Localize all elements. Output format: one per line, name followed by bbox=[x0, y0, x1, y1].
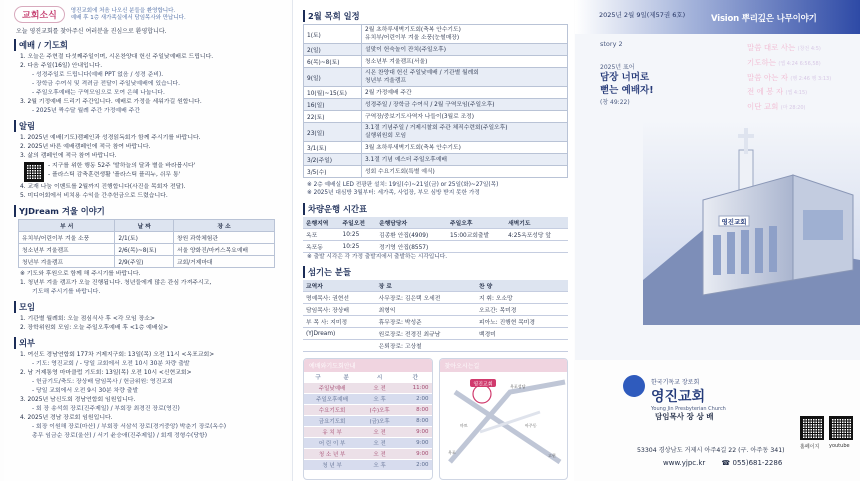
story-label: story 2 bbox=[600, 40, 623, 48]
schedule-event: 3.1절 기념주일 / 거제시찰회 주관 체직수련회(주일오후) 실행위원회 모임 bbox=[362, 123, 568, 142]
table-cell: 담임목사: 장상배 bbox=[303, 304, 376, 316]
schedule-event: 2월 가정예배 주간 bbox=[362, 87, 568, 99]
issue-date: 2025년 2월 9일(제57권 6호) bbox=[599, 11, 686, 19]
verse-ref: (창전 4:5) bbox=[797, 46, 821, 52]
list-item: 2. 2025년 바른 예배캠페인에 적극 참여 바랍니다. bbox=[20, 144, 151, 150]
table-header: 장 소 bbox=[173, 220, 274, 232]
schedule-event: 설맞이 헌숙놀이 잔치(주일오후) bbox=[362, 44, 568, 56]
list-item: - 플라스틱 감축훈련생활 '플라스틱 플리누, 쉬무 통' bbox=[48, 172, 181, 178]
table-cell: 피아노: 진행현 목미경 bbox=[476, 316, 568, 328]
table-cell: 어 린 이 부 bbox=[304, 438, 360, 449]
table-cell: 15:00교회출발 bbox=[447, 229, 505, 241]
verse-ref: (마 28:20) bbox=[780, 105, 806, 111]
table-header: 분 bbox=[332, 372, 360, 383]
table-cell: 오 전 bbox=[360, 383, 399, 394]
table-header: 주일오후 bbox=[447, 217, 505, 229]
list-item: 1. 기관별 월례회: 오늘 점심식사 후 <각 모임 장소> bbox=[20, 316, 155, 322]
schedule-event: 청소년부 겨울캠프(서울) bbox=[362, 56, 568, 68]
logo-english: Young Jin Presbyterian Church bbox=[651, 406, 726, 412]
table-cell: 금요기도회 bbox=[304, 416, 360, 427]
table-cell: 10:25 bbox=[340, 229, 377, 241]
list-item: 4. 교재 나눔 이벤트를 2월까지 진행합니다(사진을 목회자 전달). bbox=[20, 184, 186, 190]
table-cell: 오 전 bbox=[360, 449, 399, 460]
table-header: 부 서 bbox=[19, 220, 115, 232]
map-label: 옥포 bbox=[447, 450, 456, 455]
yjdream-note: 1. 청년부 겨울 캠프가 오늘 진행됩니다. 청년들에게 많은 관심 가져주시고, bbox=[20, 280, 212, 286]
schedule-date: 3/5(수) bbox=[304, 166, 362, 178]
news-badge: 교회소식 bbox=[14, 6, 65, 23]
table-cell: 은퇴장로: 고상철 bbox=[376, 340, 476, 352]
table-cell: 9:00 bbox=[399, 449, 431, 460]
servers-table bbox=[303, 280, 568, 352]
table-row bbox=[304, 438, 432, 449]
table-header: 새벽기도 bbox=[505, 217, 568, 229]
list-item: - 2025년 짝수달 월례 주간 가정예배 주간 bbox=[32, 108, 141, 114]
worship-list bbox=[14, 53, 282, 116]
schedule-note: ※ 2025년 대심방 3월부터: 세가족, 사업장, 부모 심방 받지 못한 가정 bbox=[307, 190, 480, 196]
table-row bbox=[303, 304, 568, 316]
schedule-note: ※ 2층 예배실 LED 전광판 설치: 19일(수)~21일(금) or 25일(화)~27일(목) bbox=[307, 182, 499, 188]
table-row bbox=[303, 241, 568, 253]
verse-ref: (행 2:46 행 3:13) bbox=[790, 76, 832, 82]
cover-column bbox=[575, 0, 860, 481]
table-cell: 10:25 bbox=[340, 241, 377, 253]
table-cell: 유치부/어린이부 겨울 소풍 bbox=[19, 232, 115, 244]
table-header: 날 짜 bbox=[115, 220, 174, 232]
verse-text: 전 에 봉 자 bbox=[747, 87, 784, 96]
schedule-date: 9(일) bbox=[304, 68, 362, 87]
table-row bbox=[304, 449, 432, 460]
map-label: 고현 bbox=[547, 453, 556, 458]
schedule-event: 3.1절 기념 예스더 주일오후예배 bbox=[362, 154, 568, 166]
homepage-qr-icon[interactable] bbox=[800, 416, 824, 440]
schedule-event: 2월 초하루새벽기도회(축복 안수기도) 유치부/어린이부 겨울 소풍(눈썰매장) bbox=[362, 25, 568, 44]
section-notice: 알림 bbox=[14, 120, 282, 132]
table-row bbox=[304, 44, 568, 56]
table-cell: 4:25옥포성당 앞 bbox=[505, 229, 568, 241]
table-row bbox=[303, 229, 568, 241]
table-cell: (금)오후 bbox=[360, 416, 399, 427]
welcome-line2: 예배 후 1층 새가족실에서 담임목사와 만납니다. bbox=[70, 14, 186, 21]
motto-year: 2025년 표어 bbox=[600, 64, 635, 71]
table-cell: (YJDream) bbox=[303, 328, 376, 340]
list-item: 3. 2월 기정예배 드리기 주간입니다. 예배로 가정을 세워가길 원합니다. bbox=[20, 99, 202, 105]
section-vehicle: 차량운행 시간표 bbox=[303, 203, 568, 215]
vision-title: Vision 뿌리깊은 나무이야기 bbox=[711, 14, 817, 24]
table-header: 간 bbox=[399, 372, 431, 383]
section-meetings: 모임 bbox=[14, 301, 282, 313]
welcome-line1: 영진교회에 처음 나오신 분들을 환영합니다. bbox=[70, 7, 176, 14]
pastor-name: 담임목사 장 상 배 bbox=[655, 412, 714, 421]
table-cell: 11:00 bbox=[399, 383, 431, 394]
schedule-event: 시온 찬양대 헌신 주일낮예배 / 기관별 월례회 청년부 겨울캠프 bbox=[362, 68, 568, 87]
schedule-event: 구역장/중보기도사역자 나들이(3월로 조정) bbox=[362, 111, 568, 123]
table-cell: 9:00 bbox=[399, 427, 431, 438]
list-item: 3. 삶의 캠페인에 적극 참여 바랍니다. bbox=[20, 153, 117, 159]
table-cell: 오 전 bbox=[360, 427, 399, 438]
table-cell: 청 소 년 부 bbox=[304, 449, 360, 460]
section-schedule: 2월 목회 일정 bbox=[303, 10, 568, 22]
website-link[interactable]: www.yjpc.kr bbox=[663, 459, 706, 467]
schedule-date: 3/1(토) bbox=[304, 142, 362, 154]
table-header: 찬 양 bbox=[476, 280, 568, 292]
homepage-qr-label: 홈페이지 bbox=[800, 444, 820, 450]
table-cell: 부 목 사: 지미정 bbox=[303, 316, 376, 328]
table-cell: 주일오후예배 bbox=[304, 394, 360, 405]
table-cell: 청년부 겨울캠프 bbox=[19, 256, 115, 268]
verse-line bbox=[747, 101, 806, 112]
table-row bbox=[304, 25, 568, 44]
church-logo-icon bbox=[623, 375, 645, 397]
schedule-table bbox=[303, 24, 568, 178]
youtube-qr-label: youtube bbox=[829, 443, 850, 449]
yjdream-note: 기도해 주시기를 바랍니다. bbox=[32, 289, 101, 295]
list-item: 1. 오늘은 주현절 다섯째주일이며, 시온찬양대 헌신 주일낮예배로 드립니다. bbox=[20, 54, 214, 60]
yjdream-table bbox=[18, 219, 275, 268]
schedule-date: 6(목)~8(토) bbox=[304, 56, 362, 68]
schedule-event: 성회 수요기도회(특별 예식) bbox=[362, 166, 568, 178]
table-cell: 서울 양화진/마커스목요예배 bbox=[173, 244, 274, 256]
table-row bbox=[304, 166, 568, 178]
logo-title: 영진교회 bbox=[651, 389, 706, 405]
table-cell: 2/6(목)~8(토) bbox=[115, 244, 174, 256]
church-address: 53304 경상남도 거제시 아주4길 22 (구. 아주동 341) bbox=[637, 447, 785, 454]
verse-line bbox=[747, 86, 807, 97]
schedule-date: 22(토) bbox=[304, 111, 362, 123]
info-boxes bbox=[303, 358, 568, 480]
list-item: - 회 장 송석희 장로(진주제일) / 부회장 최경진 장로(영진) bbox=[32, 406, 180, 412]
table-cell bbox=[447, 241, 505, 253]
list-item: - 당일 교회에서 오전 9시 30분 차량 출발 bbox=[32, 388, 139, 394]
motto-line1: 담장 너머로 bbox=[600, 72, 650, 83]
list-item: - 지구를 위한 행동 52주 '발하늘의 달과 별을 바라봅시다' bbox=[48, 163, 196, 169]
schedule-event: 성경주일 / 장학금 수여식 / 2월 구역모임(주일오후) bbox=[362, 99, 568, 111]
verse-text: 말씀 아는 자 bbox=[747, 73, 788, 82]
table-row bbox=[19, 244, 275, 256]
table-cell: 수요기도회 bbox=[304, 405, 360, 416]
table-header: 운행담당자 bbox=[376, 217, 447, 229]
table-header: 운행지역 bbox=[303, 217, 340, 229]
table-cell: 청소년부 겨울캠프 bbox=[19, 244, 115, 256]
table-cell: 김종환 안집(4909) bbox=[376, 229, 447, 241]
table-cell: 교회/거제마대 bbox=[173, 256, 274, 268]
yjdream-note: ※ 기도와 후원으로 함께 해 주시기를 바랍니다. bbox=[20, 271, 141, 277]
youtube-qr-icon[interactable] bbox=[829, 416, 853, 440]
table-cell: 휴무장로: 박성준 bbox=[376, 316, 476, 328]
list-item: - 주일오후예배는 구역모임으로 모여 은혜 나눕니다. bbox=[32, 90, 165, 96]
table-cell bbox=[303, 340, 376, 352]
worship-times-box bbox=[303, 358, 433, 480]
list-item: - 회장 이원해 장로(마산) / 부회장 서삼석 장로(경거중앙) 박춘기 장로(옥수) bbox=[32, 424, 227, 430]
table-cell: 오 후 bbox=[360, 460, 399, 471]
verse-text: 말씀 대로 사는 bbox=[747, 43, 796, 52]
directions-map[interactable] bbox=[440, 372, 568, 472]
table-row bbox=[304, 56, 568, 68]
verse-text: 이단 교회 bbox=[747, 102, 779, 111]
table-cell: 원로장로: 전경진 최규남 bbox=[376, 328, 476, 340]
table-row bbox=[304, 460, 432, 471]
table-row bbox=[304, 383, 432, 394]
table-cell: 오 후 bbox=[360, 394, 399, 405]
section-worship: 예배 / 기도회 bbox=[14, 39, 282, 51]
table-cell: 창원 과학체험관 bbox=[173, 232, 274, 244]
table-row bbox=[304, 416, 432, 427]
vehicle-note: ※ 출발 시각은 각 가정 출발지에서 출발하는 시각입니다. bbox=[307, 254, 448, 260]
table-cell: 옥포 bbox=[303, 229, 340, 241]
schedule-date: 1(토) bbox=[304, 25, 362, 44]
table-cell bbox=[505, 241, 568, 253]
church-building-image bbox=[643, 120, 860, 325]
table-cell: 오르간: 목미경 bbox=[476, 304, 568, 316]
directions-box bbox=[439, 358, 569, 480]
table-row bbox=[304, 87, 568, 99]
table-row bbox=[303, 328, 568, 340]
table-cell: 지 휘: 오소망 bbox=[476, 292, 568, 304]
table-cell: 최형익 bbox=[376, 304, 476, 316]
table-row bbox=[303, 316, 568, 328]
list-item: - 기도: 영진교회 / - 당일 교회에서 오전 10시 30분 차량 출발 bbox=[32, 361, 190, 367]
table-row bbox=[304, 123, 568, 142]
table-cell: 명예목사: 권현선 bbox=[303, 292, 376, 304]
verse-ref: (엡 4:15) bbox=[785, 90, 808, 96]
phone-number: 055)681-2286 bbox=[732, 459, 783, 467]
table-header: 시 bbox=[360, 372, 399, 383]
table-header: 주일오전 bbox=[340, 217, 377, 229]
schedule-date: 23(일) bbox=[304, 123, 362, 142]
verse-line bbox=[747, 42, 821, 53]
logo-subtitle: 한국기독교 장로회 bbox=[651, 379, 700, 386]
table-cell: 8:00 bbox=[399, 405, 431, 416]
list-item: 2. 장학위원회 모임: 오늘 주일오후예배 후 <1층 예배실> bbox=[20, 325, 169, 331]
list-item: 3. 2025년 남신도회 경남연합회 임원입니다. bbox=[20, 397, 136, 403]
table-cell: (수)오후 bbox=[360, 405, 399, 416]
worship-times-title: 예배와기도회안내 bbox=[304, 359, 432, 372]
table-cell: 2:00 bbox=[399, 460, 431, 471]
news-column bbox=[4, 0, 290, 481]
list-item: 2. 다음 주일(16일) 안내입니다. bbox=[20, 63, 103, 69]
verse-line bbox=[747, 72, 831, 83]
table-cell: 2/9(주일) bbox=[115, 256, 174, 268]
church-sign: 영진교회 bbox=[721, 218, 747, 226]
list-item: - 장학금 수여식 및 격려금 전달이 주일낮예배에 있습니다. bbox=[32, 81, 180, 87]
list-item: 1. 2025년 예배(기도)캠페인과 성경읽독회가 함께 주시기를 바랍니다. bbox=[20, 135, 201, 141]
table-header: 장 로 bbox=[376, 280, 476, 292]
table-row bbox=[304, 111, 568, 123]
qr-code-icon[interactable] bbox=[24, 162, 44, 182]
table-cell: 오 전 bbox=[360, 438, 399, 449]
schedule-event: 3월 초하루새벽기도회(축복 안수기도) bbox=[362, 142, 568, 154]
table-row bbox=[303, 292, 568, 304]
table-row bbox=[19, 232, 275, 244]
table-cell: 9:00 bbox=[399, 438, 431, 449]
table-cell: 백경미 bbox=[476, 328, 568, 340]
map-label-church: 영진교회 bbox=[472, 381, 493, 388]
table-row bbox=[304, 154, 568, 166]
table-row bbox=[304, 99, 568, 111]
motto-block bbox=[600, 62, 675, 106]
schedule-date: 2(일) bbox=[304, 44, 362, 56]
schedule-column bbox=[292, 0, 574, 481]
church-logo-text bbox=[651, 377, 726, 412]
list-item: 총무 임금순 장로(울산) / 서기 윤승애(진주제일) / 회계 정형수(당항) bbox=[32, 433, 207, 439]
directions-title: 찾아오시는길 bbox=[440, 359, 568, 372]
table-cell: 2:00 bbox=[399, 394, 431, 405]
table-header: 교역자 bbox=[303, 280, 376, 292]
schedule-date: 16(일) bbox=[304, 99, 362, 111]
section-external: 외부 bbox=[14, 337, 282, 349]
list-item: 1. 여신도 경남연합회 177차 거제지구회: 13일(목) 오전 11시 <옥포교회> bbox=[20, 352, 215, 358]
map-label: 옥포성당 bbox=[509, 384, 525, 389]
schedule-date: 10(월)~15(토) bbox=[304, 87, 362, 99]
table-header: 구 bbox=[304, 372, 332, 383]
list-item: - 헌금기도/축도: 장상배 담임목사 / 헌금위원: 영진교회 bbox=[32, 379, 173, 385]
map-graphic bbox=[440, 372, 569, 472]
table-row bbox=[304, 427, 432, 438]
table-cell: 주일낮예배 bbox=[304, 383, 360, 394]
table-cell: 8:00 bbox=[399, 416, 431, 427]
table-cell: 청 년 부 bbox=[304, 460, 360, 471]
table-cell: 유 치 부 bbox=[304, 427, 360, 438]
table-cell: 사무장로: 김은택 오세전 bbox=[376, 292, 476, 304]
map-label: 아주동 bbox=[524, 423, 537, 428]
campaign-qr-row bbox=[24, 162, 282, 182]
verse-ref: (엡 4:24 6:56,58) bbox=[778, 61, 821, 67]
verse-line bbox=[747, 57, 821, 68]
table-cell: 옥포동 bbox=[303, 241, 340, 253]
section-yjdream: YJDream 겨울 이야기 bbox=[14, 205, 282, 217]
table-row bbox=[19, 256, 275, 268]
list-item: 4. 2025년 경남 장로회 임원입니다. bbox=[20, 415, 113, 421]
intro-text: 오늘 영진교회를 찾아주신 여러분을 진심으로 환영합니다. bbox=[16, 28, 167, 35]
table-cell: 2/1(토) bbox=[115, 232, 174, 244]
table-row bbox=[304, 394, 432, 405]
motto-ref: (창 49:22) bbox=[600, 99, 630, 106]
table-row bbox=[304, 142, 568, 154]
list-item: 2. 남 거제통영 마마클럽 기도회: 13일(목) 오전 10시 <신현교회> bbox=[20, 370, 192, 376]
verse-text: 기도하는 bbox=[747, 58, 776, 67]
list-item: 5. 미디어회에서 비치용 수익을 간추헌금으로 드렸습니다. bbox=[20, 193, 168, 199]
vehicle-table bbox=[303, 217, 568, 253]
schedule-date: 3/2(주일) bbox=[304, 154, 362, 166]
church-contact: www.yjpc.kr ☎ 055)681-2286 bbox=[663, 459, 783, 467]
table-row bbox=[304, 68, 568, 87]
table-cell: 정기영 안집(8557) bbox=[376, 241, 447, 253]
table-row bbox=[303, 340, 568, 352]
map-label: 마트 bbox=[459, 423, 468, 428]
worship-times-table bbox=[304, 372, 432, 471]
list-item: - 성경주일로 드립니다(예배 PPT 없음 / 성경 준비). bbox=[32, 72, 164, 78]
motto-line2: 뻗는 예배자! bbox=[600, 85, 654, 96]
table-row bbox=[304, 405, 432, 416]
section-servers: 섬기는 분들 bbox=[303, 266, 568, 278]
table-cell bbox=[476, 340, 568, 352]
